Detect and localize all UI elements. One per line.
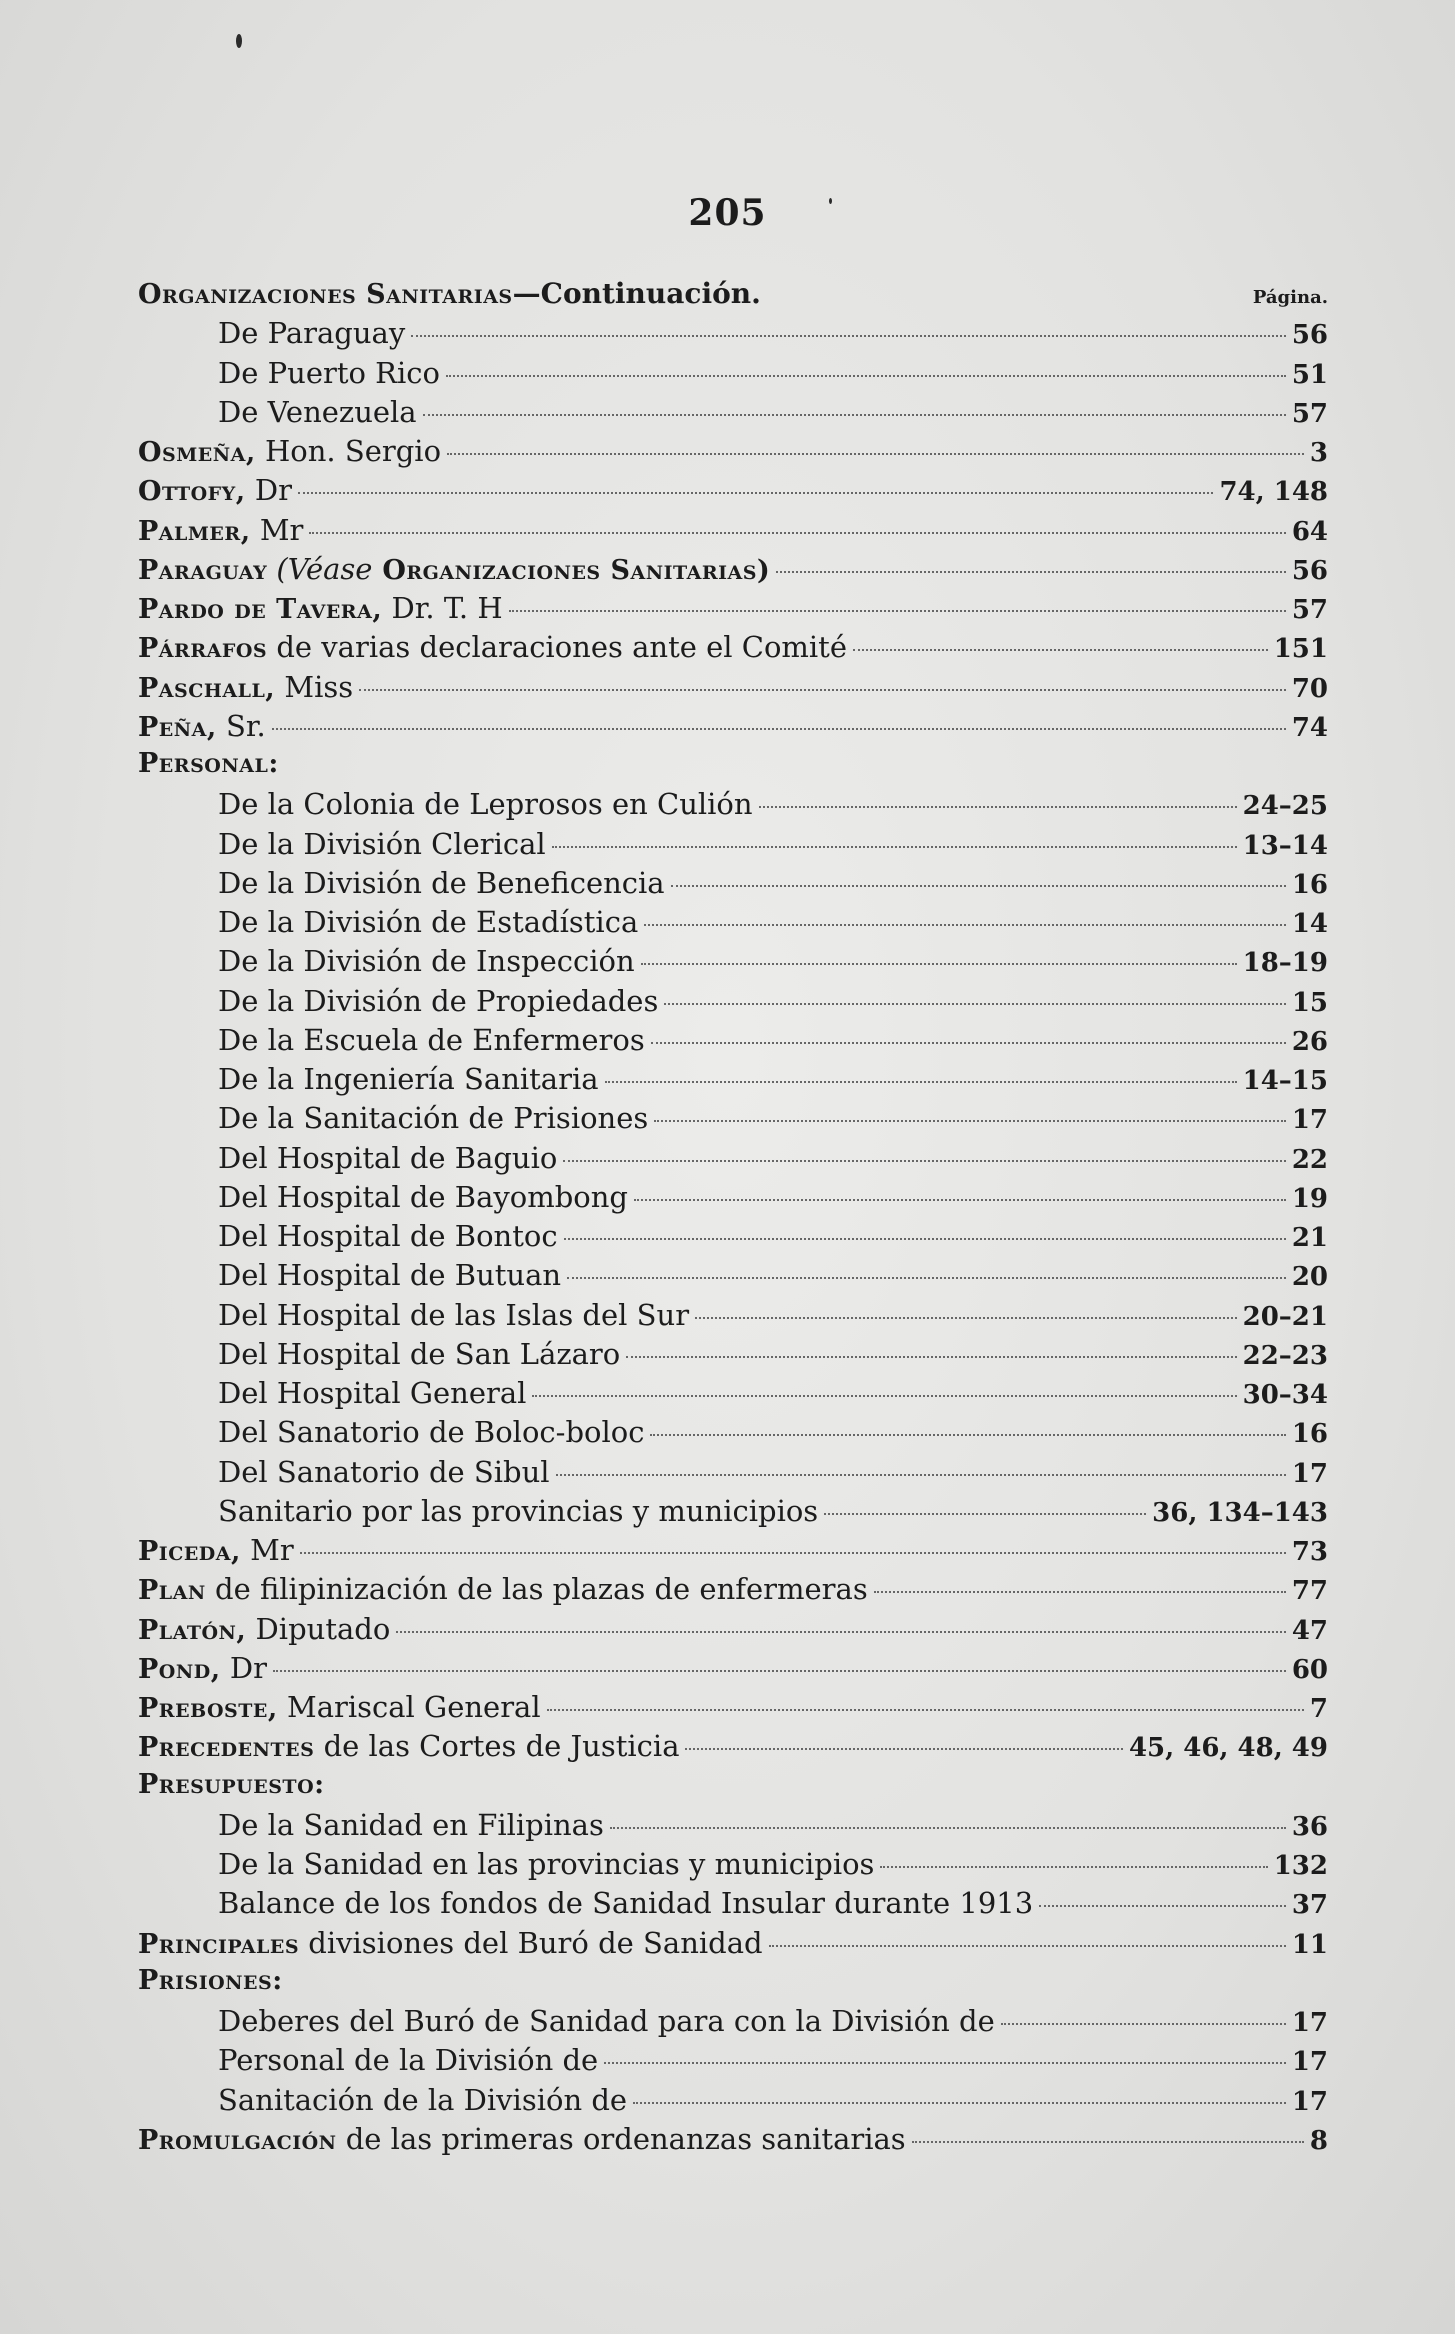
index-entry: [138, 670, 1328, 709]
dot-leader: [300, 1552, 1286, 1554]
entry-label: [218, 1180, 628, 1214]
entry-label: [218, 866, 665, 900]
entry-label: [218, 1847, 874, 1881]
entry-label: [218, 1141, 557, 1175]
index-section-heading: [138, 1965, 1328, 2004]
index-entry: [138, 1376, 1328, 1415]
entry-label: [138, 1729, 679, 1763]
entry-pages: 22–23: [1242, 1340, 1328, 1371]
entry-text: De la División de Estadística: [218, 905, 639, 939]
entry-term: Pardo de Tavera,: [138, 594, 383, 625]
entry-label: [138, 1965, 283, 1996]
entry-pages: 14–15: [1242, 1066, 1328, 1096]
index-entry: [138, 1337, 1328, 1376]
entry-label: [218, 2083, 627, 2117]
dot-leader: [912, 2141, 1304, 2143]
entry-label: [218, 1219, 558, 1253]
entry-text: Del Hospital de Bontoc: [218, 1219, 558, 1253]
entry-pages: 74, 148: [1219, 477, 1328, 508]
index-entry: [138, 709, 1328, 748]
entry-text: Del Sanatorio de Boloc-boloc: [218, 1415, 645, 1450]
entry-label: [218, 395, 417, 429]
index-entry: [138, 1023, 1328, 1062]
entry-label: [138, 434, 441, 468]
entry-pages: 57: [1291, 595, 1328, 625]
entry-term: Paraguay: [138, 554, 268, 586]
index-entry: [138, 1533, 1328, 1572]
entry-pages: 17: [1291, 2008, 1328, 2038]
entry-pages: 17: [1291, 2047, 1328, 2078]
dot-leader: [634, 1199, 1286, 1201]
entry-text: Del Sanatorio de Sibul: [218, 1454, 550, 1489]
index-entry: [138, 1101, 1328, 1140]
dot-leader: [604, 2062, 1286, 2064]
entry-pages: 16: [1291, 1419, 1328, 1450]
entry-pages: 24–25: [1242, 791, 1328, 822]
entry-text: Del Hospital de Butuan: [218, 1258, 562, 1293]
entry-pages: 36, 134–143: [1152, 1497, 1328, 1528]
entry-text: divisiones del Buró de Sanidad: [299, 1925, 763, 1960]
entry-pages: 70: [1291, 673, 1328, 704]
entry-term: Personal:: [138, 748, 279, 779]
entry-text: De la División de Propiedades: [218, 983, 659, 1018]
index-entry: [138, 2122, 1328, 2161]
entry-label: [218, 1298, 689, 1332]
entry-text: Del Hospital de San Lázaro: [218, 1336, 621, 1371]
entry-pages: 57: [1291, 398, 1328, 429]
index-entry: [138, 905, 1328, 944]
page-number: 205: [688, 192, 767, 234]
entry-text: Miss: [275, 669, 354, 704]
entry-pages: 51: [1291, 359, 1328, 390]
dot-leader: [651, 1042, 1286, 1044]
entry-label: [138, 591, 503, 625]
entry-text: De la Colonia de Leprosos en Culión: [218, 787, 753, 822]
dot-leader: [272, 728, 1286, 730]
index-entry: [138, 1926, 1328, 1965]
entry-see-also: (Véase: [267, 551, 373, 586]
dot-leader: [685, 1748, 1122, 1750]
entry-pages: 30–34: [1242, 1380, 1328, 1410]
entry-label: [218, 1258, 561, 1292]
dot-leader: [532, 1395, 1236, 1397]
entry-text: De la Sanidad en Filipinas: [218, 1807, 604, 1842]
index-section-heading: [138, 748, 1328, 787]
entry-pages: 22: [1291, 1144, 1328, 1175]
dot-leader: [671, 885, 1286, 887]
entry-text: Del Hospital de Bayombong: [218, 1179, 628, 1214]
index-entry: [138, 1415, 1328, 1454]
entry-pages: 37: [1291, 1890, 1328, 1921]
dot-leader: [644, 924, 1286, 926]
entry-term-reference: Organizaciones Sanitarias): [372, 554, 771, 586]
dot-leader: [563, 1160, 1285, 1162]
dot-leader: [880, 1866, 1267, 1868]
entry-pages: 19: [1291, 1183, 1328, 1214]
entry-pages: 8: [1309, 2125, 1328, 2156]
entry-pages: 47: [1291, 1615, 1328, 1646]
entry-label: [218, 1062, 599, 1096]
entry-pages: 132: [1273, 1851, 1328, 1881]
dot-leader: [411, 335, 1286, 337]
entry-text: De la Ingeniería Sanitaria: [218, 1062, 599, 1096]
entry-pages: 15: [1291, 987, 1328, 1018]
entry-term: Preboste,: [138, 1693, 278, 1724]
index-entry: [138, 1690, 1328, 1729]
index-list: [138, 277, 1328, 2161]
entry-label: [218, 1886, 1033, 1920]
entry-label: [138, 1612, 390, 1646]
index-entry: [138, 630, 1328, 669]
index-entry: [138, 434, 1328, 473]
index-entry: [138, 944, 1328, 983]
dot-leader: [695, 1317, 1237, 1319]
index-entry: [138, 1219, 1328, 1258]
index-entry: [138, 1062, 1328, 1101]
dot-leader: [1039, 1905, 1286, 1907]
index-entry: [138, 1651, 1328, 1690]
entry-text: Hon. Sergio: [255, 434, 442, 468]
index-entry: [138, 395, 1328, 434]
dot-leader: [874, 1591, 1286, 1593]
entry-label: [138, 709, 266, 743]
entry-pages: 74: [1291, 712, 1328, 743]
index-entry: [138, 1298, 1328, 1337]
entry-label: [138, 748, 279, 779]
entry-pages: 21: [1291, 1223, 1328, 1253]
page-column-label: Página.: [1252, 287, 1328, 308]
dot-leader: [564, 1238, 1286, 1240]
dot-leader: [567, 1277, 1286, 1279]
entry-text: De la Sanidad en las provincias y municipios: [218, 1847, 875, 1881]
dot-leader: [824, 1513, 1146, 1515]
entry-label: [138, 1651, 267, 1685]
dot-leader: [447, 453, 1304, 455]
index-entry: [138, 1808, 1328, 1847]
dot-leader: [298, 492, 1213, 494]
entry-pages: 20: [1291, 1262, 1328, 1293]
entry-term: Párrafos: [138, 633, 268, 665]
header-section-title: Organizaciones Sanitarias: [138, 279, 513, 310]
entry-pages: 13–14: [1242, 830, 1328, 861]
entry-text: Del Hospital de Baguio: [218, 1140, 558, 1175]
dot-leader: [664, 1003, 1285, 1005]
ink-speck: [236, 34, 242, 48]
dot-leader: [509, 610, 1286, 612]
entry-pages: 3: [1309, 438, 1328, 468]
entry-text: De la Escuela de Enfermeros: [218, 1022, 645, 1057]
entry-label: [138, 513, 303, 547]
index-entry: [138, 316, 1328, 355]
entry-text: de varias declaraciones ante el Comité: [267, 630, 847, 665]
entry-text: Dr: [220, 1650, 267, 1685]
entry-label: [218, 905, 638, 939]
entry-label: [218, 787, 753, 821]
entry-text: Sanitario por las provincias y municipios: [218, 1493, 819, 1528]
entry-label: [218, 1376, 526, 1410]
entry-text: de las Cortes de Justicia: [314, 1729, 680, 1764]
entry-pages: 45, 46, 48, 49: [1128, 1733, 1328, 1764]
entry-pages: 64: [1291, 516, 1328, 547]
index-entry: [138, 1180, 1328, 1219]
entry-text: Sr.: [216, 708, 266, 743]
entry-text: De Puerto Rico: [218, 355, 440, 390]
entry-label: [138, 1572, 868, 1606]
entry-term: Ottofy,: [138, 476, 246, 508]
entry-text: Personal de la División de: [218, 2043, 599, 2078]
dot-leader: [552, 846, 1237, 848]
index-entry: [138, 984, 1328, 1023]
entry-text: De la Sanitación de Prisiones: [218, 1101, 649, 1136]
index-header: [138, 277, 1328, 316]
index-entry: [138, 2004, 1328, 2043]
entry-term: Osmeña,: [138, 437, 256, 468]
index-entry: [138, 591, 1328, 630]
dot-leader: [446, 375, 1286, 377]
dot-leader: [359, 689, 1286, 691]
entry-term: Precedentes: [138, 1732, 315, 1764]
dot-leader: [759, 806, 1237, 808]
entry-text: Mr: [250, 512, 304, 547]
entry-pages: 16: [1291, 869, 1328, 900]
entry-label: [138, 1690, 541, 1724]
entry-term: Plan: [138, 1575, 206, 1607]
entry-text: De Paraguay: [218, 316, 406, 351]
entry-term: Pond,: [138, 1653, 221, 1685]
entry-label: [218, 984, 658, 1018]
entry-term: Presupuesto:: [138, 1768, 325, 1800]
dot-leader: [626, 1356, 1236, 1358]
index-entry: [138, 866, 1328, 905]
entry-label: [218, 944, 635, 978]
index-entry: [138, 1886, 1328, 1925]
dot-leader: [610, 1827, 1286, 1829]
entry-label: [138, 630, 847, 664]
entry-pages: 151: [1273, 634, 1328, 665]
entry-text: De la División Clerical: [218, 826, 546, 861]
dot-leader: [605, 1081, 1237, 1083]
index-entry: [138, 1141, 1328, 1180]
index-entry: [138, 1494, 1328, 1533]
header-continuation: —Continuación.: [512, 277, 761, 310]
entry-label: [138, 552, 770, 586]
index-entry: [138, 356, 1328, 395]
entry-pages: 36: [1291, 1811, 1328, 1842]
entry-term: Palmer,: [138, 515, 251, 547]
entry-label: [218, 1808, 604, 1842]
entry-label: [218, 316, 405, 350]
dot-leader: [654, 1120, 1286, 1122]
index-entry: [138, 1455, 1328, 1494]
entry-text: De la División de Beneficencia: [218, 865, 665, 900]
entry-text: de filipinización de las plazas de enfermeras: [205, 1572, 868, 1607]
entry-label: [218, 356, 440, 390]
entry-pages: 56: [1291, 320, 1328, 351]
dot-leader: [309, 532, 1285, 534]
entry-term: Platón,: [138, 1614, 247, 1646]
entry-pages: 73: [1291, 1537, 1328, 1567]
entry-text: De Venezuela: [218, 394, 417, 429]
dot-leader: [853, 649, 1268, 651]
entry-text: Dr: [245, 473, 292, 508]
index-entry: [138, 1258, 1328, 1297]
entry-text: Del Hospital General: [218, 1376, 527, 1410]
entry-term: Peña,: [138, 711, 217, 743]
entry-term: Prisiones:: [138, 1964, 283, 1996]
entry-pages: 11: [1291, 1929, 1328, 1960]
entry-text: Mariscal General: [277, 1690, 541, 1724]
entry-term: Promulgación: [138, 2124, 337, 2156]
entry-pages: 60: [1291, 1654, 1328, 1685]
entry-label: [138, 1926, 763, 1960]
entry-label: [138, 670, 353, 704]
entry-label: [138, 1533, 294, 1567]
entry-text: Del Hospital de las Islas del Sur: [218, 1297, 690, 1332]
entry-label: [218, 1494, 818, 1528]
index-entry: [138, 1847, 1328, 1886]
entry-label: [218, 1337, 620, 1371]
dot-leader: [776, 571, 1286, 573]
entry-pages: 77: [1291, 1576, 1328, 1607]
entry-pages: 17: [1291, 1105, 1328, 1136]
index-entry: [138, 1572, 1328, 1611]
index-entry: [138, 513, 1328, 552]
dot-leader: [1001, 2023, 1286, 2025]
entry-pages: 17: [1291, 1458, 1328, 1489]
entry-text: Dr. T. H: [382, 591, 503, 625]
entry-pages: 26: [1291, 1026, 1328, 1057]
entry-term: Piceda,: [138, 1536, 241, 1567]
dot-leader: [633, 2102, 1286, 2104]
entry-pages: 18–19: [1242, 948, 1328, 979]
index-entry: [138, 473, 1328, 512]
index-section-heading: [138, 1769, 1328, 1808]
index-entry: [138, 2043, 1328, 2082]
entry-text: De la División de Inspección: [218, 944, 635, 979]
entry-text: Sanitación de la División de: [218, 2082, 628, 2117]
entry-text: de las primeras ordenanzas sanitarias: [336, 2121, 906, 2156]
entry-text: Mr: [240, 1533, 294, 1567]
dot-leader: [641, 963, 1237, 965]
entry-label: [218, 1455, 550, 1489]
entry-label: [218, 2004, 995, 2038]
entry-pages: 14: [1291, 909, 1328, 939]
entry-text: Deberes del Buró de Sanidad para con la División de: [218, 2004, 995, 2038]
index-entry: [138, 1729, 1328, 1768]
entry-label: [218, 2043, 598, 2077]
dot-leader: [556, 1474, 1286, 1476]
dot-leader: [396, 1631, 1286, 1633]
index-entry: [138, 1612, 1328, 1651]
index-entry: [138, 552, 1328, 591]
entry-term: Principales: [138, 1928, 300, 1960]
entry-label: [218, 1101, 648, 1135]
entry-pages: 20–21: [1242, 1301, 1328, 1332]
entry-label: [218, 1415, 644, 1449]
dot-leader: [650, 1434, 1285, 1436]
entry-pages: 17: [1291, 2086, 1328, 2117]
entry-label: [138, 2122, 906, 2156]
index-entry: [138, 2083, 1328, 2122]
dot-leader: [769, 1945, 1286, 1947]
dot-leader: [547, 1709, 1304, 1711]
entry-pages: 56: [1291, 555, 1328, 586]
index-entry: [138, 787, 1328, 826]
entry-term: Paschall,: [138, 672, 276, 704]
dot-leader: [273, 1670, 1286, 1672]
entry-label: [138, 473, 292, 507]
entry-pages: 7: [1309, 1694, 1328, 1724]
dot-leader: [423, 414, 1286, 416]
entry-label: [218, 827, 546, 861]
entry-text: Balance de los fondos de Sanidad Insular durante 1913: [218, 1886, 1034, 1921]
entry-label: [138, 1769, 325, 1800]
entry-text: Diputado: [246, 1611, 391, 1646]
index-entry: [138, 827, 1328, 866]
entry-label: [218, 1023, 645, 1057]
